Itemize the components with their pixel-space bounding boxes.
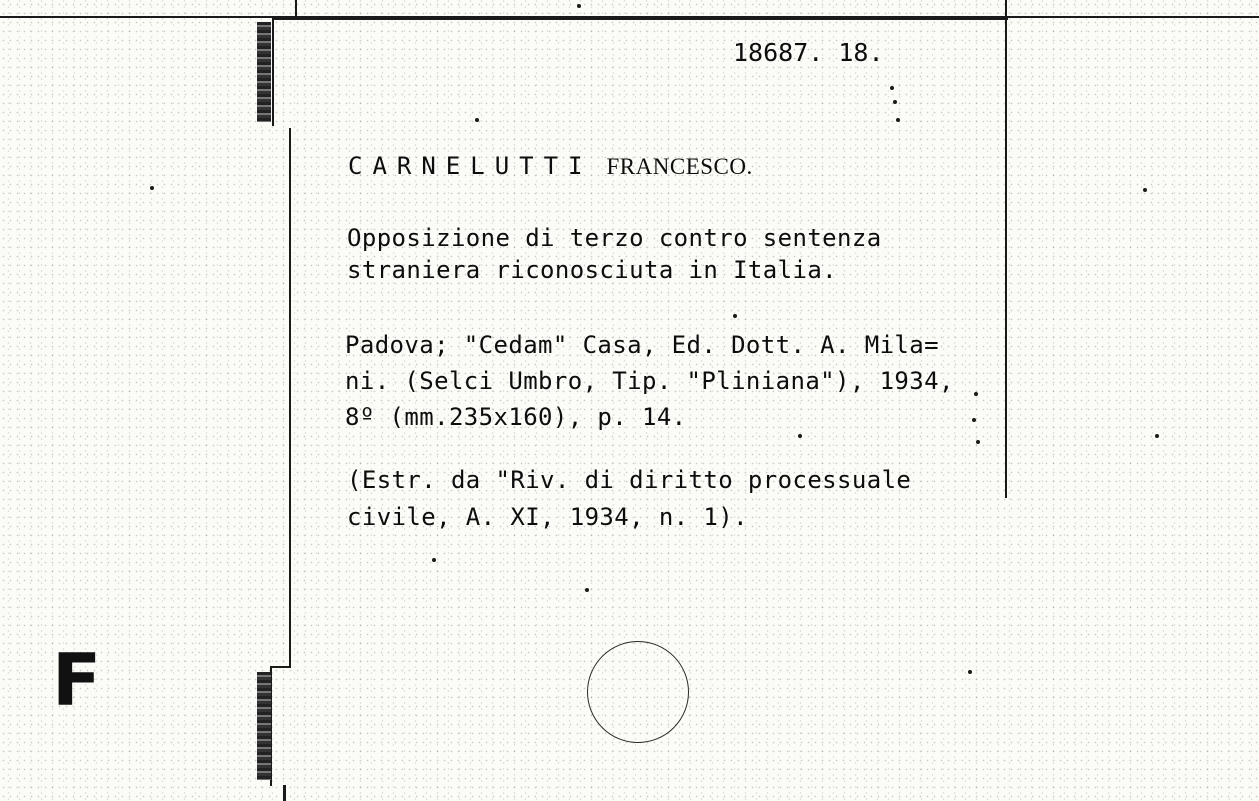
speck [150,186,154,190]
card-left-edge-upper [272,18,274,126]
author-surname: CARNELUTTI [348,152,593,180]
card-right-edge [1005,18,1007,498]
punch-hole [587,641,689,743]
speck [976,440,980,444]
speck [577,4,581,8]
top-divider-tick [295,0,297,18]
title-line-2: straniera riconosciuta in Italia. [347,256,838,284]
card-top-edge [272,18,1008,20]
speck [968,670,972,674]
margin-mark: F [52,638,102,722]
guide-tab-lower [257,672,271,780]
bottom-tick [283,785,286,801]
speck [1143,188,1147,192]
imprint-line-1: Padova; "Cedam" Casa, Ed. Dott. A. Mila= [345,331,939,359]
card-left-edge [289,128,291,668]
card-left-edge-lower [270,666,290,668]
speck [890,86,894,90]
speck [733,314,737,318]
top-divider-tick-right [1005,0,1007,18]
speck [585,588,589,592]
speck [798,434,802,438]
speck [432,558,436,562]
speck [475,118,479,122]
call-number: 18687. 18. [733,38,884,67]
author-heading [348,152,753,180]
speck [974,392,978,396]
imprint-line-2: ni. (Selci Umbro, Tip. "Pliniana"), 1934, [345,367,954,395]
speck [1155,434,1159,438]
note-line-2: civile, A. XI, 1934, n. 1). [347,503,748,531]
note-line-1: (Estr. da "Riv. di diritto processuale [347,466,912,494]
guide-tab-upper [257,22,271,122]
author-forename: FRANCESCO. [606,154,753,179]
title-line-1: Opposizione di terzo contro sentenza [347,224,882,252]
imprint-line-3: 8º (mm.235x160), p. 14. [345,403,687,431]
speck [972,418,976,422]
speck [893,100,897,104]
speck [896,118,900,122]
